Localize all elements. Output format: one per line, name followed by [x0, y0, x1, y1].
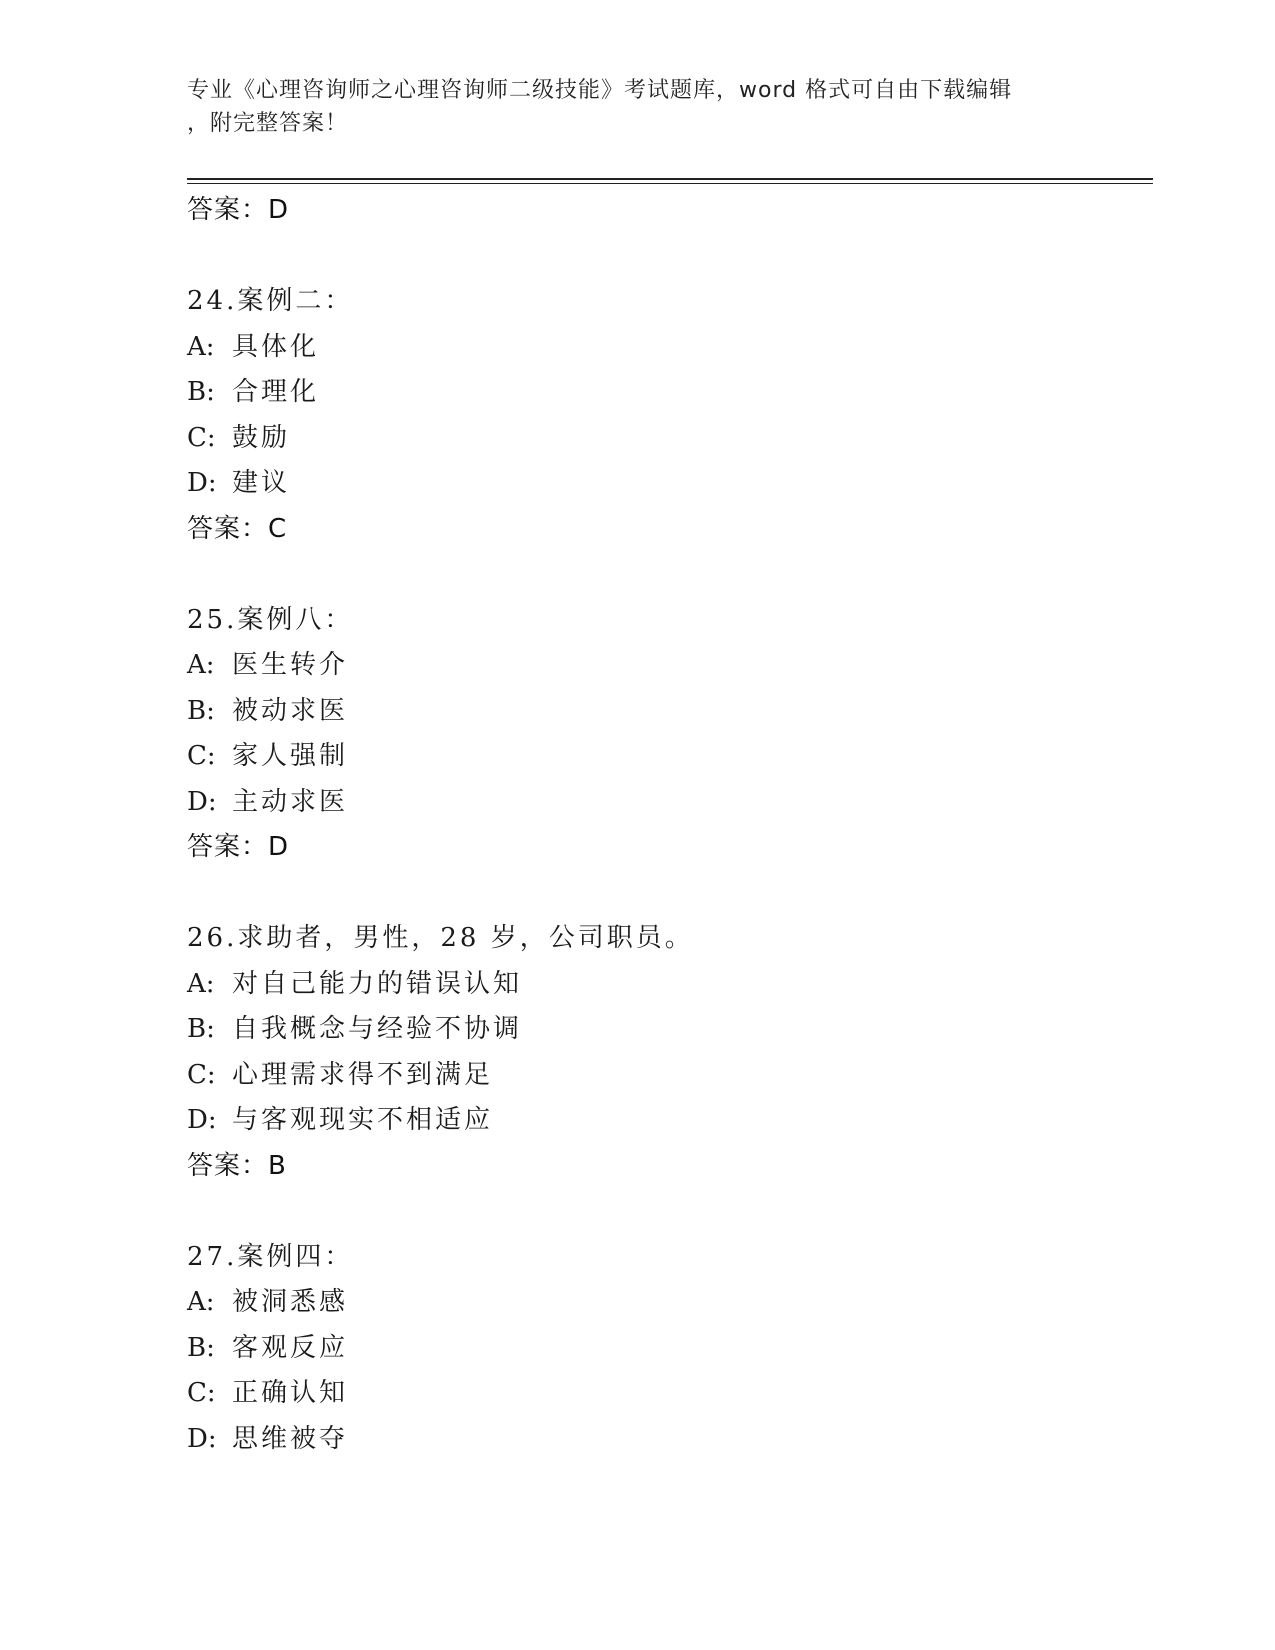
option-a: [187, 325, 1147, 371]
option-text: 建议: [232, 468, 291, 498]
option-a: [187, 1280, 1147, 1326]
option-key: B:: [187, 1332, 215, 1363]
option-key: B:: [187, 1014, 215, 1044]
option-text: 主动求医: [232, 786, 349, 817]
option-b: [187, 689, 1147, 735]
question-block: [187, 916, 1147, 1189]
answer-line: 答案：D: [187, 195, 290, 225]
option-b: [187, 370, 1147, 416]
answer-line: 答案：D: [187, 832, 290, 862]
option-text: 与客观现实不相适应: [232, 1105, 494, 1135]
option-text: 正确认知: [232, 1378, 349, 1408]
option-text: 医生转介: [232, 650, 349, 680]
option-text: 家人强制: [232, 741, 349, 771]
spacer: [187, 1189, 1147, 1235]
option-key: A:: [187, 1287, 215, 1317]
option-text: 具体化: [232, 331, 320, 362]
option-text: 对自己能力的错误认知: [232, 968, 523, 999]
option-key: C:: [187, 422, 216, 453]
option-key: D:: [187, 1105, 217, 1135]
option-key: D:: [187, 786, 217, 817]
option-c: [187, 1053, 1147, 1099]
spacer: [187, 234, 1147, 280]
option-d: [187, 1417, 1147, 1463]
option-key: A:: [187, 650, 215, 680]
answer-line: 答案：B: [187, 1150, 287, 1181]
question-block: [187, 598, 1147, 871]
question-stem: 24.案例二：: [187, 286, 354, 316]
option-text: 心理需求得不到满足: [232, 1059, 494, 1090]
question-stem: 26.求助者，男性，28 岁，公司职员。: [187, 923, 694, 953]
option-c: [187, 1371, 1147, 1417]
option-key: D:: [187, 1423, 217, 1454]
header-line-2: ，附完整答案！: [187, 111, 349, 136]
option-key: B:: [187, 695, 215, 726]
option-key: C:: [187, 1059, 216, 1090]
option-a: [187, 643, 1147, 689]
question-block: [187, 1235, 1147, 1463]
option-c: [187, 416, 1147, 462]
option-text: 客观反应: [232, 1332, 349, 1363]
answer-line: 答案：C: [187, 513, 288, 544]
option-key: D:: [187, 468, 217, 498]
document-header: [187, 74, 1067, 140]
option-d: [187, 1098, 1147, 1144]
question-block: [187, 279, 1147, 552]
option-d: [187, 461, 1147, 507]
option-key: C:: [187, 741, 216, 771]
option-text: 被洞悉感: [232, 1287, 349, 1317]
option-c: [187, 734, 1147, 780]
option-text: 鼓励: [232, 422, 291, 453]
option-d: [187, 780, 1147, 826]
option-text: 思维被夺: [232, 1423, 349, 1454]
spacer: [187, 871, 1147, 917]
header-divider: [187, 178, 1153, 184]
option-a: [187, 962, 1147, 1008]
option-key: C:: [187, 1378, 216, 1408]
option-key: A:: [187, 331, 215, 362]
spacer: [187, 552, 1147, 598]
option-key: A:: [187, 968, 215, 999]
header-line-1: 专业《心理咨询师之心理咨询师二级技能》考试题库，word 格式可自由下载编辑: [187, 78, 1013, 103]
option-text: 合理化: [232, 377, 320, 407]
question-list: [187, 188, 1147, 1462]
option-key: B:: [187, 377, 215, 407]
option-text: 被动求医: [232, 695, 349, 726]
option-b: [187, 1326, 1147, 1372]
question-stem: 27.案例四：: [187, 1241, 354, 1272]
option-text: 自我概念与经验不协调: [232, 1014, 523, 1044]
question-stem: 25.案例八：: [187, 604, 354, 635]
option-b: [187, 1007, 1147, 1053]
